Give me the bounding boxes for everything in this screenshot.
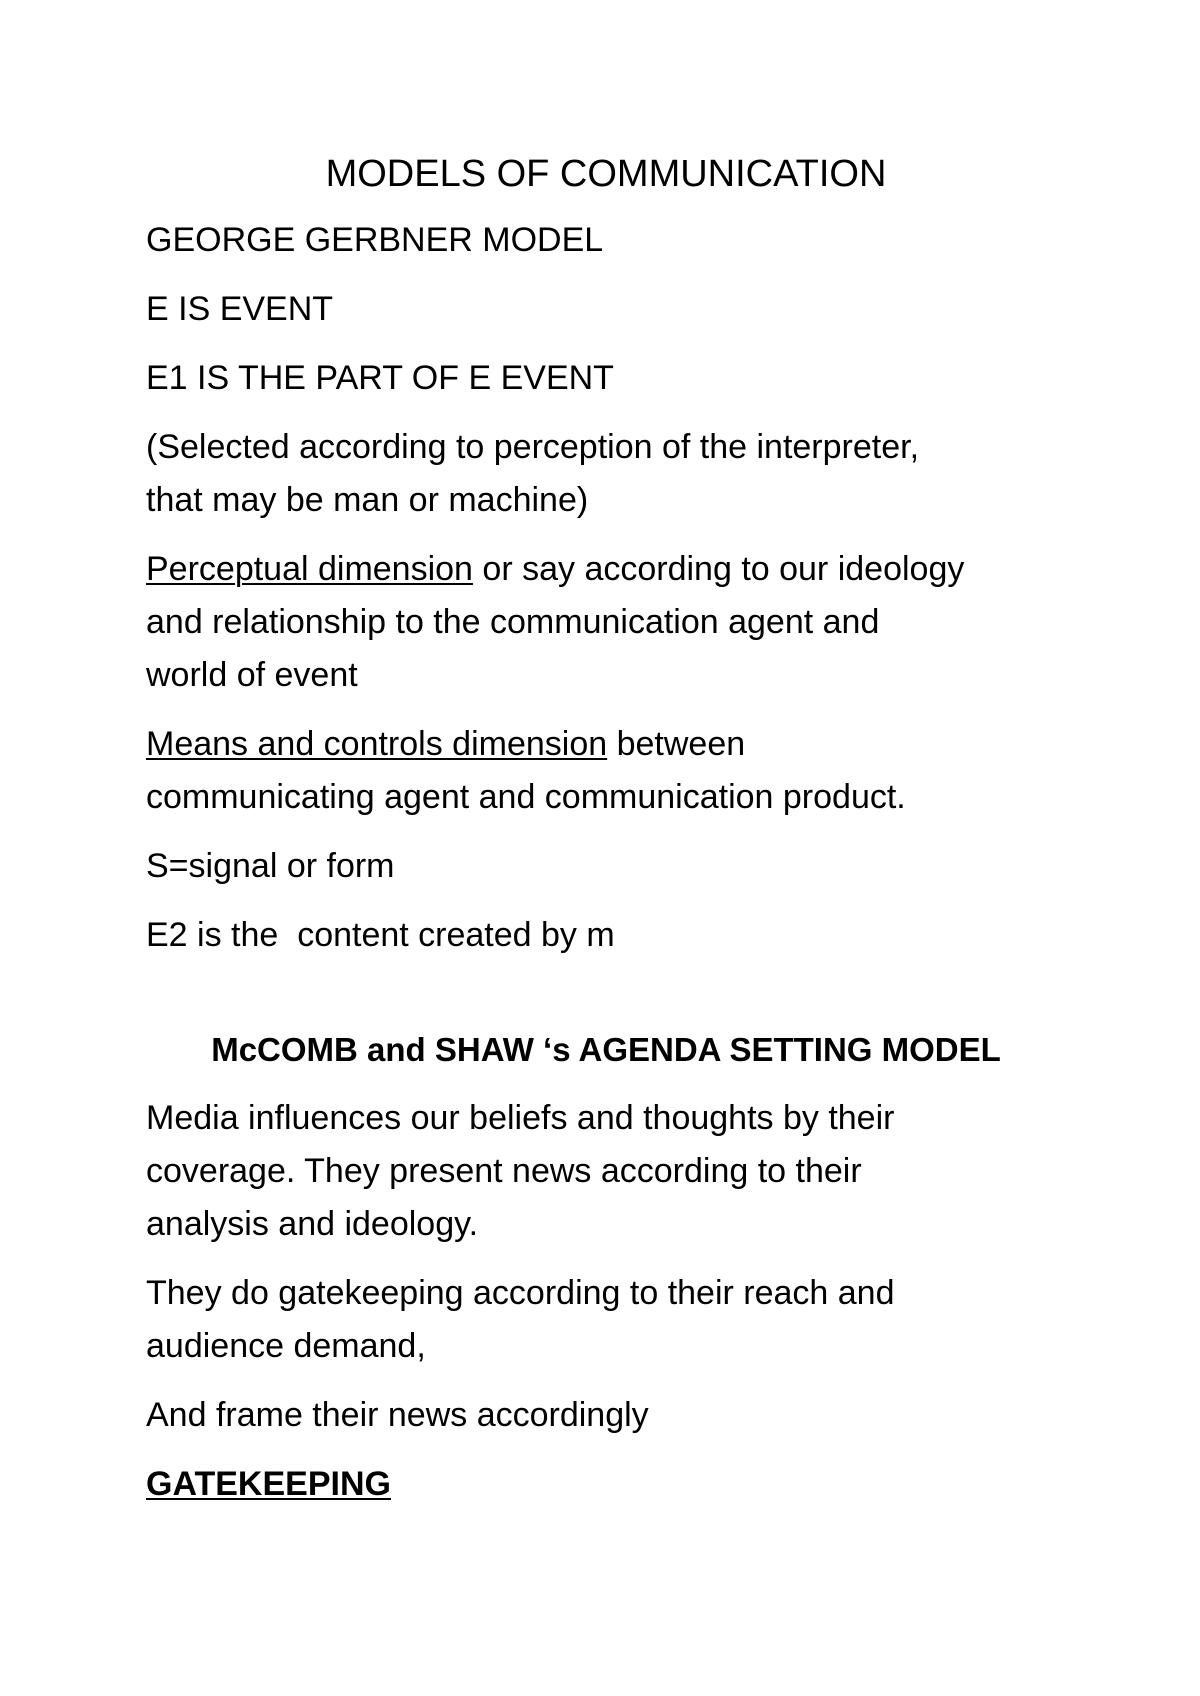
gatekeeping-heading: GATEKEEPING [146,1465,391,1503]
document-content [146,148,1066,1527]
gerbner-event-line: E IS EVENT [146,290,334,328]
perceptual-line-1-rest: or say according to our ideology [472,550,965,588]
gatekeeping-line-2: audience demand, [146,1327,426,1365]
gerbner-heading: GEORGE GERBNER MODEL [146,221,604,259]
means-line-1-rest: between [607,725,746,763]
perceptual-line-3: world of event [146,656,358,694]
agenda-setting-heading: McCOMB and SHAW ‘s AGENDA SETTING MODEL [211,1031,1001,1068]
perceptual-paragraph [146,543,1066,702]
media-paragraph [146,1092,1066,1251]
gerbner-e1-line: E1 IS THE PART OF E EVENT [146,359,614,397]
means-controls-term: Means and controls dimension [146,725,608,763]
e2-line: E2 is the content created by m [146,916,615,954]
means-paragraph [146,718,1066,824]
means-line-2: communicating agent and communication product. [146,778,906,816]
gerbner-selected-paragraph [146,421,1066,527]
frame-line: And frame their news accordingly [146,1396,649,1434]
perceptual-line-2: and relationship to the communication agent and [146,603,880,641]
media-line-2: coverage. They present news according to their [146,1152,862,1190]
selected-line-1: (Selected according to perception of the interpreter, [146,428,920,466]
gatekeeping-line-1: They do gatekeeping according to their reach and [146,1274,895,1312]
perceptual-dimension-term: Perceptual dimension [146,550,473,588]
document-title: MODELS OF COMMUNICATION [325,153,887,195]
media-line-3: analysis and ideology. [146,1205,479,1243]
gatekeeping-paragraph [146,1267,1066,1373]
media-line-1: Media influences our beliefs and thoughts by their [146,1099,895,1137]
selected-line-2: that may be man or machine) [146,481,589,519]
signal-line: S=signal or form [146,847,395,885]
